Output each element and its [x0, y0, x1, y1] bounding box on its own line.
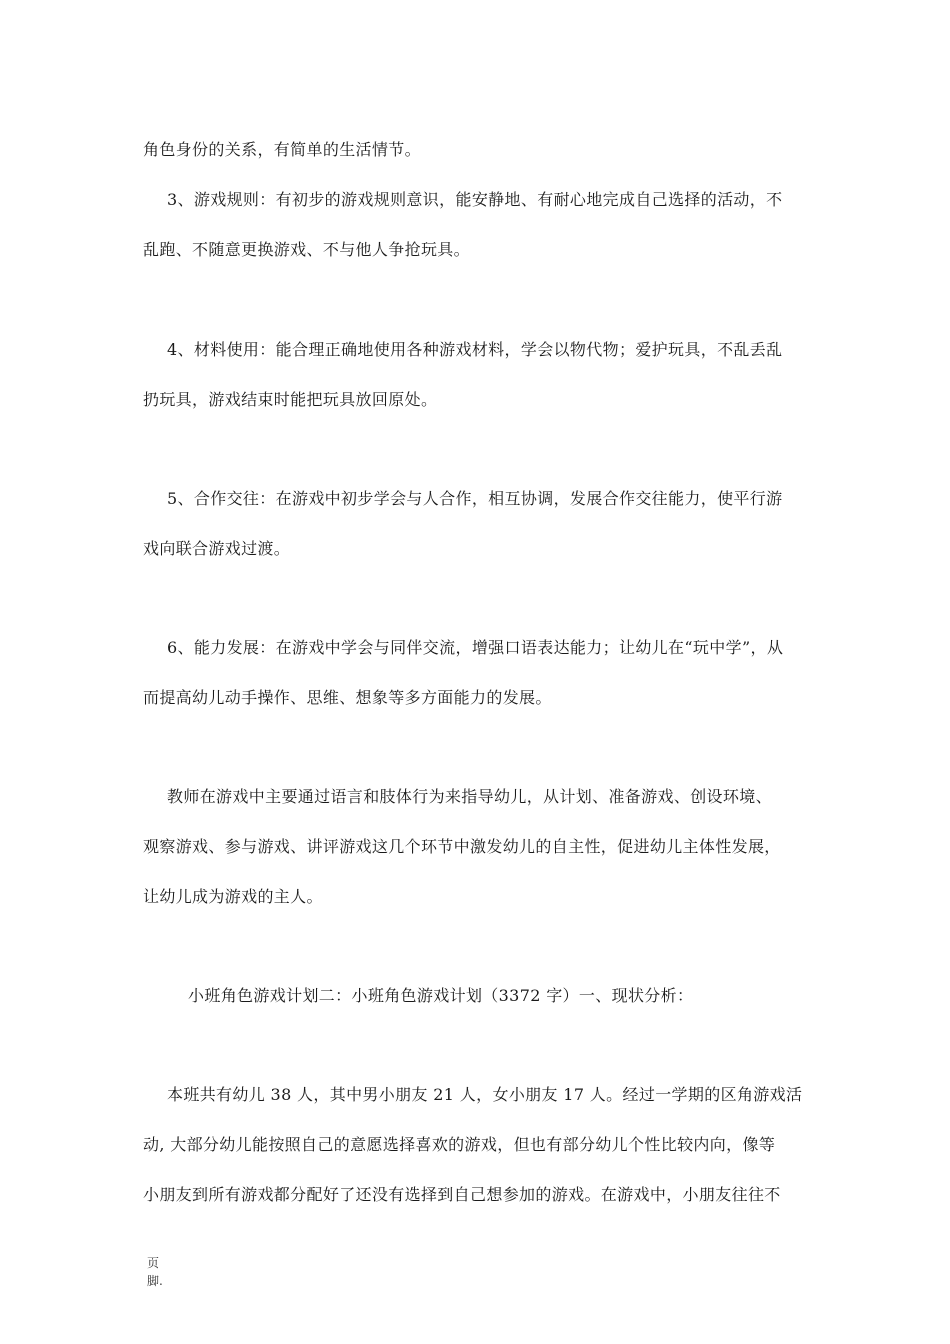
paragraph-line: 让幼儿成为游戏的主人。 — [143, 887, 323, 906]
paragraph-line: 戏向联合游戏过渡。 — [143, 539, 291, 558]
paragraph-line: 5、合作交往：在游戏中初步学会与人合作，相互协调，发展合作交往能力，使平行游 — [167, 489, 783, 508]
paragraph-line: 6、能力发展：在游戏中学会与同伴交流，增强口语表达能力；让幼儿在“玩中学”，从 — [167, 638, 784, 657]
paragraph-line: 3、游戏规则：有初步的游戏规则意识，能安静地、有耐心地完成自己选择的活动，不 — [167, 190, 783, 209]
paragraph-line: 4、材料使用：能合理正确地使用各种游戏材料，学会以物代物；爱护玩具，不乱丢乱 — [167, 340, 783, 359]
page-footer-line1: 页 — [147, 1256, 160, 1270]
page-footer-line2: 脚. — [147, 1274, 163, 1288]
section-heading: 小班角色游戏计划二：小班角色游戏计划（3372 字）一、现状分析： — [188, 986, 694, 1005]
paragraph-line: 本班共有幼儿 38 人，其中男小朋友 21 人，女小朋友 17 人。经过一学期的区角游戏活 — [167, 1085, 803, 1104]
paragraph-line: 教师在游戏中主要通过语言和肢体行为来指导幼儿，从计划、准备游戏、创设环境、 — [167, 787, 772, 806]
paragraph-line: 乱跑、不随意更换游戏、不与他人争抢玩具。 — [143, 240, 471, 259]
paragraph-line: 角色身份的关系，有简单的生活情节。 — [143, 140, 421, 159]
paragraph-line: 小朋友到所有游戏都分配好了还没有选择到自己想参加的游戏。在游戏中，小朋友往往不 — [143, 1185, 781, 1204]
paragraph-line: 观察游戏、参与游戏、讲评游戏这几个环节中激发幼儿的自主性，促进幼儿主体性发展， — [143, 837, 781, 856]
paragraph-line: 扔玩具，游戏结束时能把玩具放回原处。 — [143, 390, 438, 409]
paragraph-line: 动, 大部分幼儿能按照自己的意愿选择喜欢的游戏，但也有部分幼儿个性比较内向，像等 — [143, 1135, 776, 1154]
paragraph-line: 而提高幼儿动手操作、思维、想象等多方面能力的发展。 — [143, 688, 552, 707]
